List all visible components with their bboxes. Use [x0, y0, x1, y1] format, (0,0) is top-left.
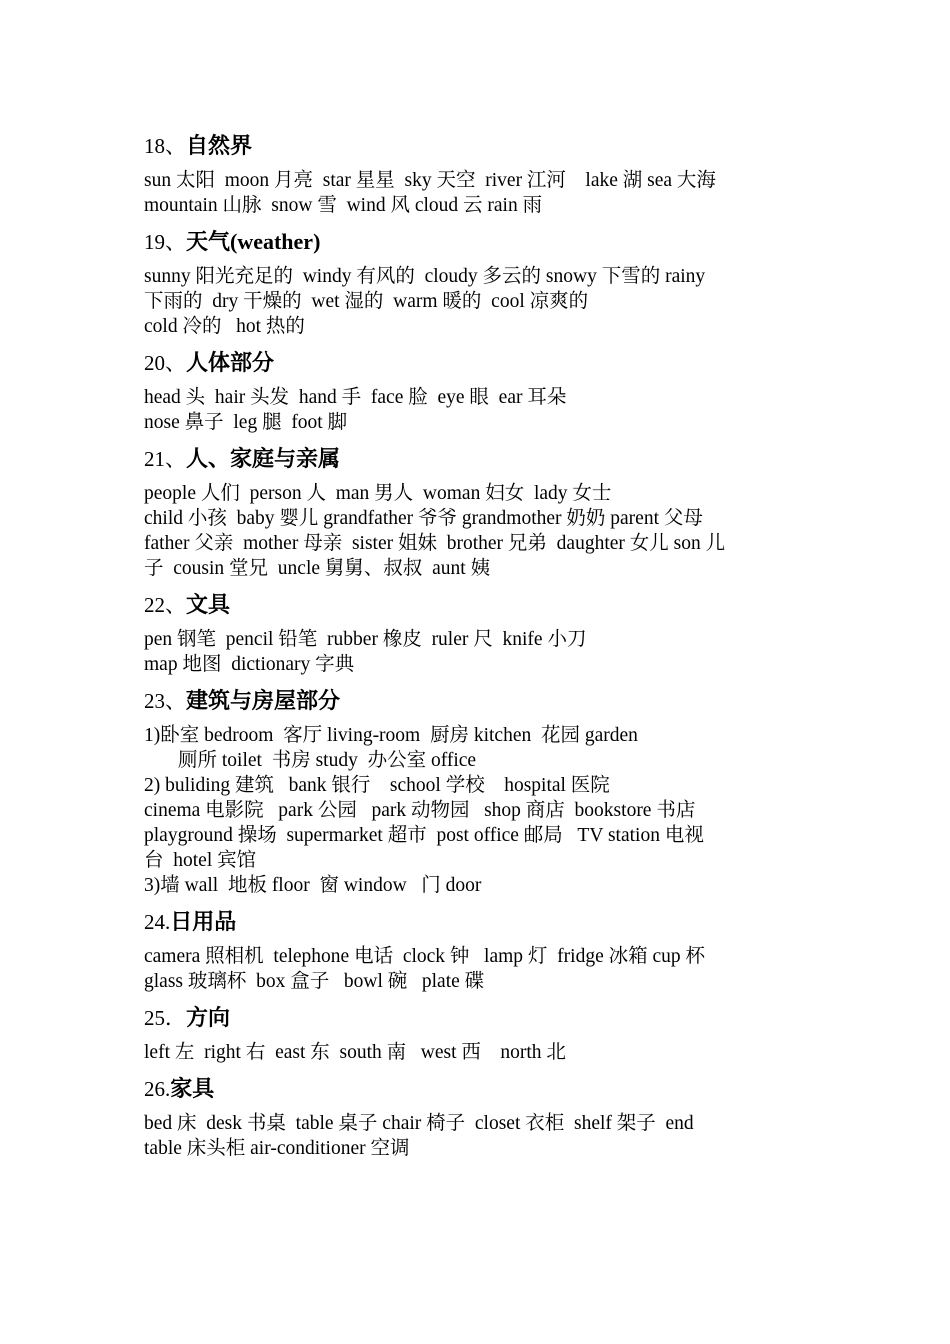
section-title: 日用品: [170, 909, 237, 934]
text-line: 厕所 toilet 书房 study 办公室 office: [178, 750, 477, 771]
section-number: 21、: [144, 447, 186, 471]
vocabulary-paragraph-26: [144, 1111, 808, 1161]
text-line: 下雨的 dry 干燥的 wet 湿的 warm 暖的 cool 凉爽的: [144, 291, 589, 312]
text-line: 1)卧室 bedroom 客厅 living-room 厨房 kitchen 花园 garden: [144, 725, 638, 746]
section-heading-25: [144, 1004, 808, 1032]
text-line: left 左 right 右 east 东 south 南 west 西 north 北: [144, 1042, 566, 1063]
text-line: glass 玻璃杯 box 盒子 bowl 碗 plate 碟: [144, 971, 485, 992]
section-number: 24.: [144, 910, 171, 934]
text-line: playground 操场 supermarket 超市 post office 邮局 TV station 电视: [144, 825, 704, 846]
text-line: camera 照相机 telephone 电话 clock 钟 lamp 灯 fridge 冰箱 cup 杯: [144, 946, 706, 967]
section-number: 20、: [144, 351, 186, 375]
section-heading-18: [144, 132, 808, 160]
document-page: [144, 132, 808, 1171]
text-line: cinema 电影院 park 公园 park 动物园 shop 商店 bookstore 书店: [144, 800, 696, 821]
section-number: 25．: [144, 1006, 186, 1030]
section-number: 19、: [144, 230, 186, 254]
text-line: head 头 hair 头发 hand 手 face 脸 eye 眼 ear 耳朵: [144, 387, 567, 408]
section-title: 建筑与房屋部分: [186, 688, 341, 713]
text-line: map 地图 dictionary 字典: [144, 654, 355, 675]
text-line: 子 cousin 堂兄 uncle 舅舅、叔叔 aunt 姨: [144, 558, 491, 579]
vocabulary-paragraph-18: [144, 168, 808, 218]
section-number: 26.: [144, 1077, 171, 1101]
vocabulary-paragraph-24: [144, 944, 808, 994]
text-line: sun 太阳 moon 月亮 star 星星 sky 天空 river 江河 lake 湖 sea 大海: [144, 170, 716, 191]
text-line: 台 hotel 宾馆: [144, 850, 257, 871]
section-number: 18、: [144, 134, 186, 158]
text-line: people 人们 person 人 man 男人 woman 妇女 lady 女士: [144, 483, 612, 504]
section-title: 人、家庭与亲属: [186, 446, 341, 471]
text-line: child 小孩 baby 婴儿 grandfather 爷爷 grandmother 奶奶 parent 父母: [144, 508, 703, 529]
section-title: 自然界: [186, 133, 253, 158]
text-line: 3)墙 wall 地板 floor 窗 window 门 door: [144, 875, 482, 896]
section-title: 方向: [186, 1005, 231, 1030]
vocabulary-paragraph-19: [144, 264, 808, 339]
text-line: father 父亲 mother 母亲 sister 姐妹 brother 兄弟 daughter 女儿 son 儿: [144, 533, 726, 554]
section-number: 23、: [144, 689, 186, 713]
text-line: table 床头柜 air-conditioner 空调: [144, 1138, 410, 1159]
text-line: mountain 山脉 snow 雪 wind 风 cloud 云 rain 雨: [144, 195, 543, 216]
vocabulary-paragraph-20: [144, 385, 808, 435]
section-heading-26: [144, 1075, 808, 1103]
section-title: 人体部分: [186, 350, 275, 375]
vocabulary-paragraph-22: [144, 627, 808, 677]
section-heading-20: [144, 349, 808, 377]
section-heading-24: [144, 908, 808, 936]
section-number: 22、: [144, 593, 186, 617]
section-title: 家具: [170, 1076, 215, 1101]
text-line: nose 鼻子 leg 腿 foot 脚: [144, 412, 348, 433]
text-line: 2) buliding 建筑 bank 银行 school 学校 hospital 医院: [144, 775, 610, 796]
text-line: bed 床 desk 书桌 table 桌子 chair 椅子 closet 衣柜 shelf 架子 end: [144, 1113, 694, 1134]
vocabulary-paragraph-25: [144, 1040, 808, 1065]
section-heading-23: [144, 687, 808, 715]
text-line: sunny 阳光充足的 windy 有风的 cloudy 多云的 snowy 下雪的 rainy: [144, 266, 706, 287]
section-heading-19: [144, 228, 808, 256]
section-title: 文具: [186, 592, 231, 617]
vocabulary-paragraph-23: [144, 723, 808, 898]
section-heading-22: [144, 591, 808, 619]
text-line: pen 钢笔 pencil 铅笔 rubber 橡皮 ruler 尺 knife 小刀: [144, 629, 587, 650]
section-title: 天气(weather): [186, 229, 321, 254]
text-line: cold 冷的 hot 热的: [144, 316, 305, 337]
section-heading-21: [144, 445, 808, 473]
vocabulary-paragraph-21: [144, 481, 808, 581]
